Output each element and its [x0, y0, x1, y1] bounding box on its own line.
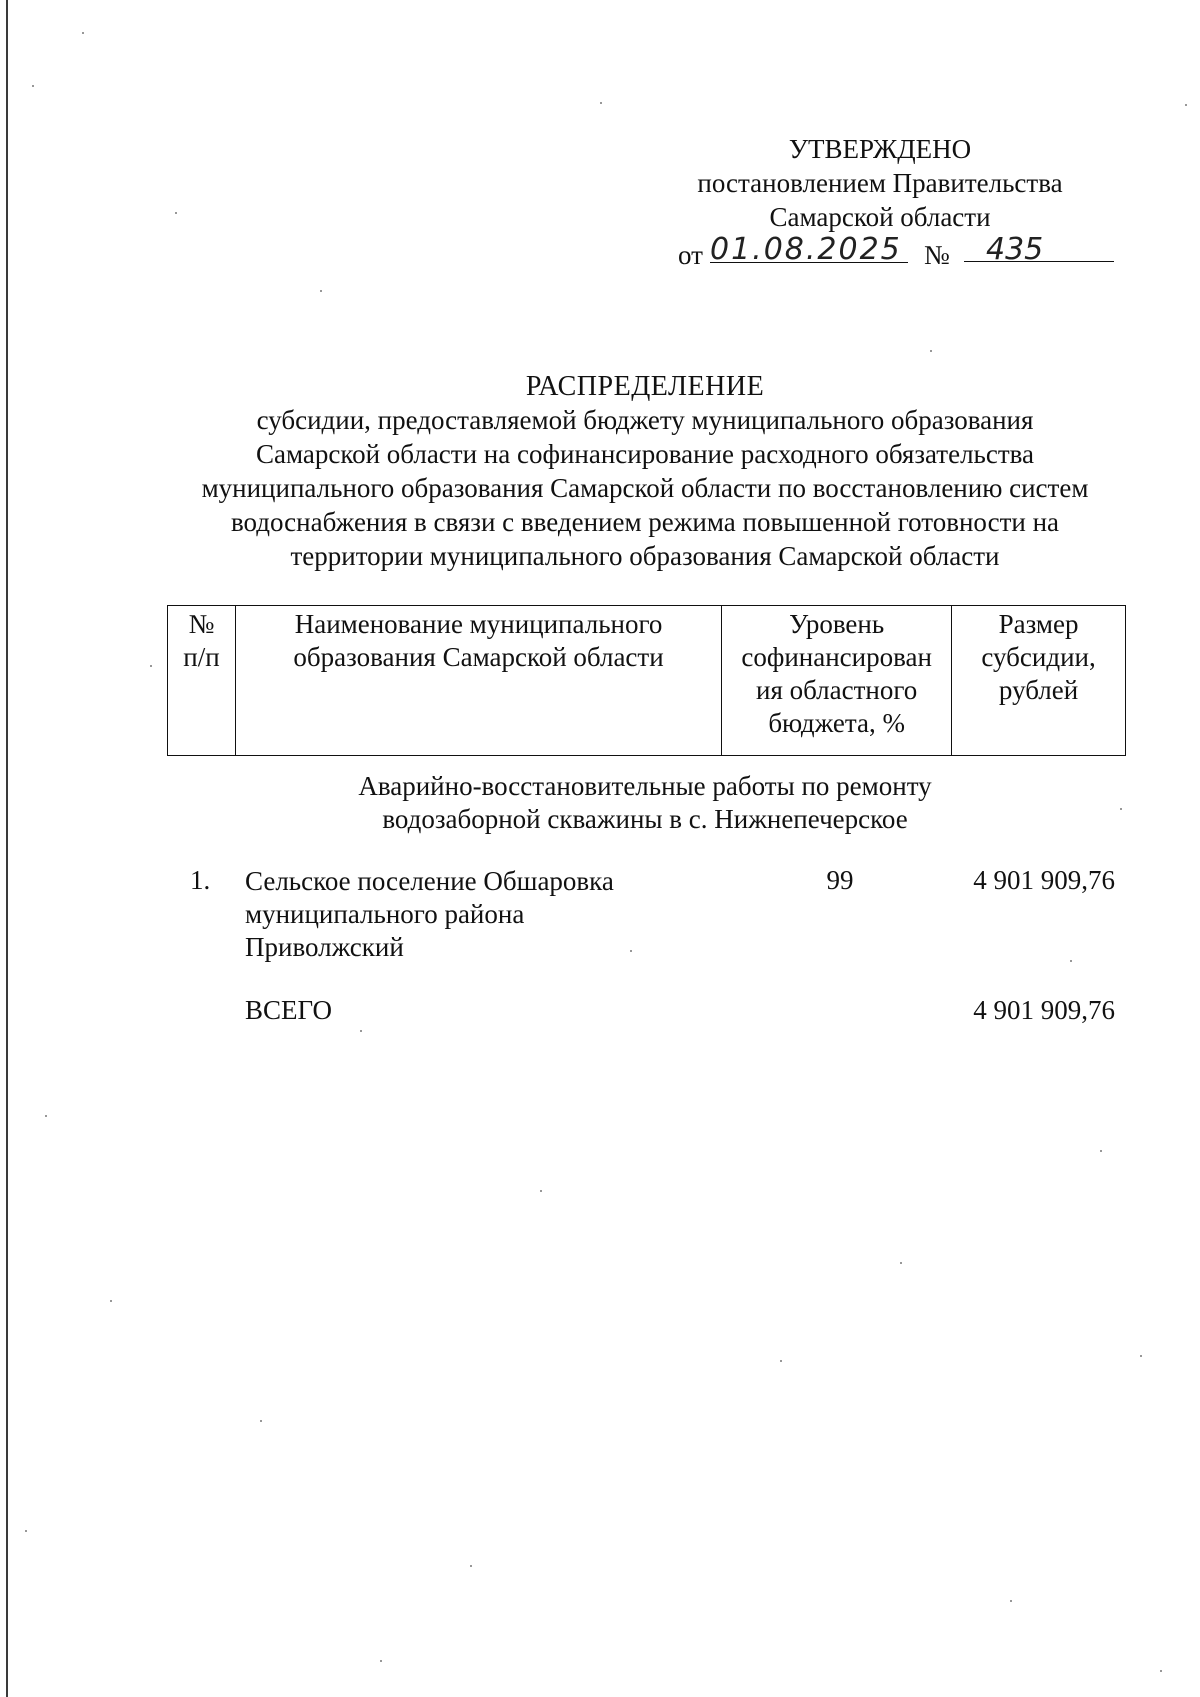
table-header-row [168, 606, 1126, 756]
scan-speck [175, 212, 177, 214]
row-name-line: Сельское поселение Обшаровка [245, 866, 614, 896]
scan-speck [540, 1190, 542, 1192]
scan-speck [630, 950, 632, 952]
scan-speck [930, 350, 932, 352]
scan-speck [32, 85, 34, 87]
header-line: рублей [998, 675, 1079, 705]
row-name-line: Приволжский [245, 932, 404, 962]
subtitle-line: муниципального образования Самарской области по восстановлению систем [201, 473, 1089, 503]
date-prefix: от [678, 240, 703, 270]
scan-speck [82, 32, 84, 34]
scan-speck [780, 1360, 782, 1362]
scan-speck [110, 1300, 112, 1302]
row-municipality-name [245, 865, 675, 964]
subtitle-line: водоснабжения в связи с введением режима повышенной готовности на [230, 507, 1060, 537]
header-cell-amount [952, 606, 1126, 756]
approval-line: УТВЕРЖДЕНО [788, 134, 972, 164]
handwritten-number: 435 [964, 232, 1114, 262]
subtitle-line: субсидии, предоставляемой бюджету муниципального образования [256, 405, 1034, 435]
scan-speck [900, 1262, 902, 1264]
approval-date-row [678, 232, 1118, 272]
scan-speck [360, 1030, 362, 1032]
subtitle-line: территории муниципального образования Самарской области [290, 541, 1000, 571]
section-title [300, 770, 990, 836]
header-line: субсидии, [981, 642, 1096, 672]
document-title: РАСПРЕДЕЛЕНИЕ [525, 371, 765, 402]
header-line: ия областного [756, 675, 918, 705]
section-title-line: Аварийно-восстановительные работы по ремонту [358, 771, 932, 801]
row-name-line: муниципального района [245, 899, 525, 929]
header-cell-name [235, 606, 721, 756]
total-amount: 4 901 909,76 [973, 995, 1115, 1025]
header-line: Уровень [789, 609, 885, 639]
approval-line: Самарской области [769, 202, 991, 232]
handwritten-date: 01.08.2025 [710, 232, 908, 263]
scan-speck [1160, 1670, 1162, 1672]
scan-speck [1185, 104, 1187, 106]
scan-speck [1140, 1355, 1142, 1357]
scan-speck [320, 290, 322, 292]
header-line: бюджета, % [768, 708, 905, 738]
scan-speck [25, 1530, 27, 1532]
subtitle-line: Самарской области на софинансирование расходного обязательства [255, 439, 1035, 469]
number-sign: № [924, 240, 950, 270]
scan-speck [380, 1660, 382, 1662]
scan-speck [1010, 1600, 1012, 1602]
header-line: п/п [183, 642, 220, 672]
scan-speck [600, 102, 602, 104]
header-line: Наименование муниципального [294, 609, 663, 639]
header-line: Размер [998, 609, 1079, 639]
row-number: 1. [190, 865, 211, 895]
scan-speck [1100, 1150, 1102, 1152]
row-cofinancing-level: 99 [826, 865, 854, 895]
scan-speck [45, 1115, 47, 1117]
scan-speck [1070, 960, 1072, 962]
approval-line: постановлением Правительства [697, 168, 1063, 198]
header-cell-level [722, 606, 952, 756]
approval-block [660, 132, 1100, 234]
header-line: образования Самарской области [293, 642, 664, 672]
total-label: ВСЕГО [245, 995, 332, 1025]
scan-speck [260, 1420, 262, 1422]
document-subtitle [170, 403, 1120, 573]
scan-speck [150, 665, 152, 667]
header-cell-number [168, 606, 236, 756]
distribution-table [167, 605, 1126, 756]
section-title-line: водозаборной скважины в с. Нижнепечерское [382, 804, 908, 834]
header-line: № [188, 609, 215, 639]
scan-speck [1120, 808, 1122, 810]
header-line: софинансирован [741, 642, 932, 672]
scan-left-edge [6, 0, 8, 1697]
row-subsidy-amount: 4 901 909,76 [973, 865, 1115, 895]
scan-speck [470, 1565, 472, 1567]
